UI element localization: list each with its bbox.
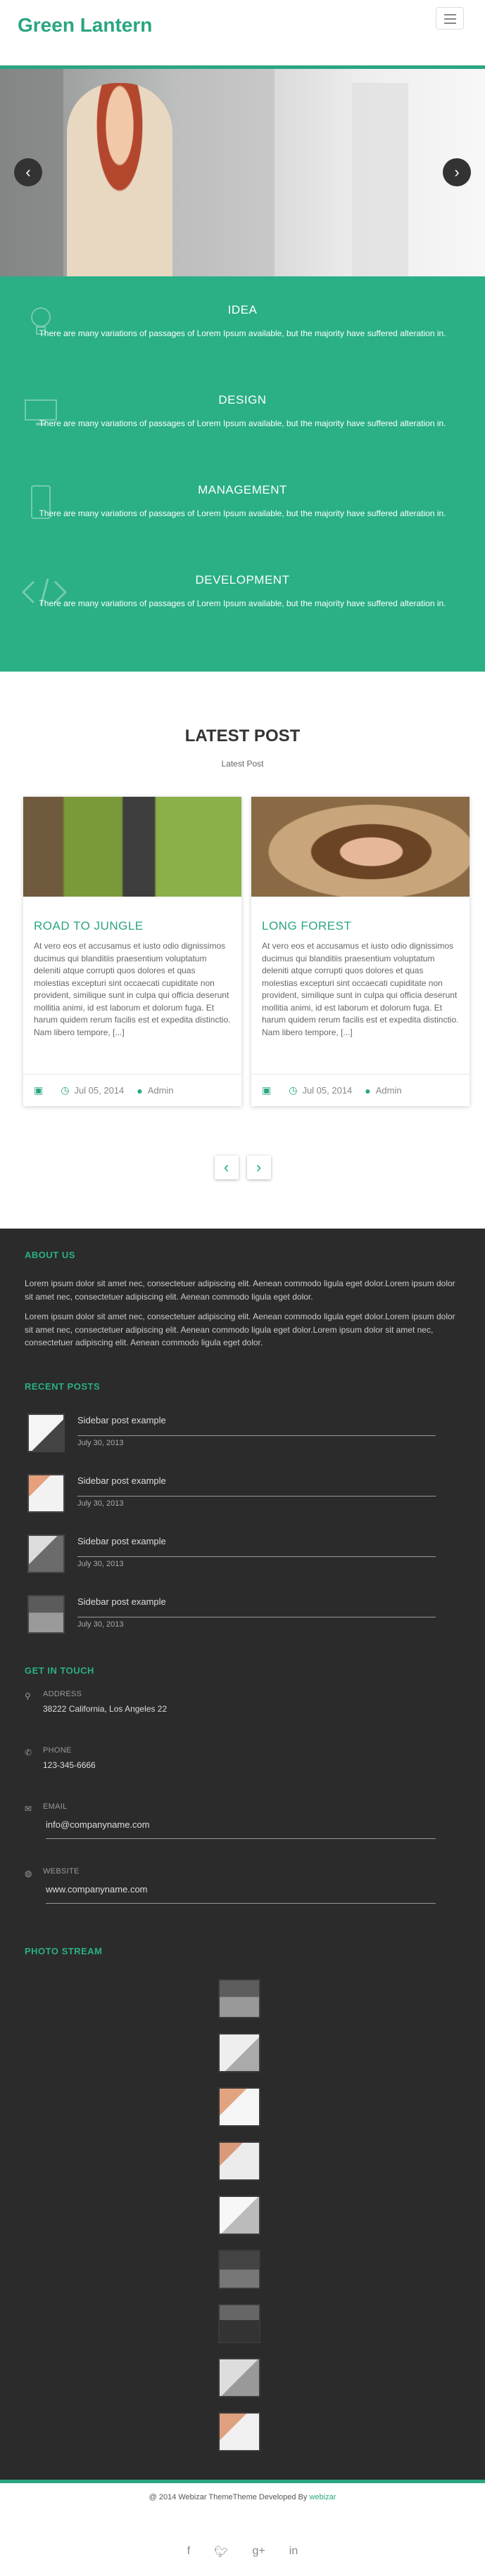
service-management — [0, 483, 485, 568]
post-card — [23, 797, 241, 1106]
about-text: Lorem ipsum dolor sit amet nec, consectetuer adipiscing elit. Aenean commodo ligula eget dolor.Lorem ipsum dolor sit amet nec, consectetuer adipiscing elit. Aenean commodo ligula eget dolor. — [25, 1279, 455, 1302]
contact-label: WEBSITE — [43, 1866, 80, 1876]
email-link[interactable]: info@companyname.com — [46, 1819, 436, 1839]
envelope-icon: ✉ — [25, 1803, 32, 1814]
contact-address — [25, 1690, 460, 1732]
clock-icon: ◷ — [289, 1084, 298, 1096]
recent-post-date: July 30, 2013 — [77, 1499, 124, 1508]
post-meta — [23, 1074, 241, 1106]
service-design — [0, 393, 485, 478]
section-title: LATEST POST — [184, 726, 301, 745]
monitor-icon — [23, 395, 58, 430]
recent-post-thumbnail[interactable] — [27, 1474, 65, 1513]
service-idea — [0, 303, 485, 387]
contact-email — [25, 1802, 460, 1853]
recent-post-item[interactable] — [25, 1530, 460, 1591]
service-title: DEVELOPMENT — [195, 573, 290, 587]
hero-image-person — [67, 83, 172, 276]
widget-title: GET IN TOUCH — [25, 1665, 94, 1676]
hamburger-icon-bar — [444, 14, 456, 15]
photo-stream-thumbnail[interactable] — [218, 2250, 260, 2289]
linkedin-icon[interactable]: in — [289, 2544, 298, 2557]
social-links — [0, 2545, 485, 2559]
twitter-icon[interactable]: 🐦︎ — [214, 2546, 229, 2558]
service-text: There are many variations of passages of Lorem Ipsum available, but the majority have suffered alteration in. — [39, 328, 446, 338]
post-title-link[interactable]: ROAD TO JUNGLE — [34, 919, 144, 933]
recent-post-date: July 30, 2013 — [77, 1438, 124, 1447]
photo-stream-widget — [25, 1946, 460, 2452]
chevron-right-icon[interactable]: › — [443, 158, 471, 186]
copyright-text: @ 2014 Webizar ThemeTheme Developed By — [149, 2492, 308, 2501]
post-image[interactable] — [23, 797, 241, 897]
hero-slider — [0, 69, 485, 276]
section-subtitle: Latest Post — [221, 759, 264, 769]
post-date: Jul 05, 2014 — [302, 1085, 353, 1096]
background-building — [352, 83, 408, 276]
map-marker-icon: ⚲ — [25, 1691, 31, 1701]
post-excerpt: At vero eos et accusamus et iusto odio dignissimos ducimus qui blanditiis praesentium voluptatum deleniti atque corrupti quos dolores et quas molestias excepturi sint occaecati cupiditate non provident, similique sunt in culpa qui officia deserunt mollitia animi, id est laborum et dolorum fuga. Et harum quidem rerum facilis est et expedita distinctio. Nam libero tempore, [...] — [34, 941, 231, 1037]
contact-label: ADDRESS — [43, 1689, 82, 1698]
widget-title: RECENT POSTS — [25, 1380, 101, 1392]
hamburger-icon-bar — [444, 23, 456, 24]
recent-post-item[interactable] — [25, 1591, 460, 1651]
contact-website — [25, 1867, 460, 1918]
site-logo[interactable]: Green Lantern — [18, 14, 153, 36]
background-building — [183, 69, 275, 276]
post-date: Jul 05, 2014 — [74, 1085, 125, 1096]
recent-post-date: July 30, 2013 — [77, 1559, 124, 1568]
hamburger-icon-bar — [444, 18, 456, 20]
chevron-left-icon[interactable]: ‹ — [215, 1155, 239, 1179]
website-link[interactable]: www.companyname.com — [46, 1884, 436, 1904]
developer-link[interactable]: webizar — [309, 2492, 336, 2501]
contact-value: 123-345-6666 — [43, 1760, 96, 1770]
recent-post-title[interactable]: Sidebar post example — [77, 1415, 436, 1436]
site-header — [0, 0, 485, 69]
post-title-link[interactable]: LONG FOREST — [262, 919, 352, 933]
recent-post-thumbnail[interactable] — [27, 1414, 65, 1452]
service-title: DESIGN — [218, 393, 267, 406]
chevron-left-icon[interactable]: ‹ — [14, 158, 42, 186]
post-author[interactable]: Admin — [147, 1085, 174, 1096]
post-image[interactable] — [251, 797, 470, 897]
recent-post-item[interactable] — [25, 1409, 460, 1470]
service-text: There are many variations of passages of Lorem Ipsum available, but the majority have suffered alteration in. — [39, 598, 446, 608]
photo-stream-thumbnail[interactable] — [218, 1979, 260, 2018]
user-icon: ● — [137, 1084, 143, 1096]
service-text: There are many variations of passages of Lorem Ipsum available, but the majority have suffered alteration in. — [39, 418, 446, 428]
photo-stream-list — [218, 1979, 260, 2452]
google-plus-icon[interactable]: g+ — [252, 2544, 265, 2557]
recent-post-title[interactable]: Sidebar post example — [77, 1475, 436, 1497]
site-footer-bottom — [0, 2480, 485, 2576]
user-icon: ● — [365, 1084, 371, 1096]
contact-label: EMAIL — [43, 1802, 68, 1811]
widget-title: PHOTO STREAM — [25, 1945, 103, 1956]
services-section — [0, 276, 485, 672]
photo-stream-thumbnail[interactable] — [218, 2141, 260, 2181]
service-text: There are many variations of passages of Lorem Ipsum available, but the majority have suffered alteration in. — [39, 508, 446, 518]
latest-post-section — [0, 672, 485, 1229]
recent-post-thumbnail[interactable] — [27, 1534, 65, 1573]
photo-stream-thumbnail[interactable] — [218, 2412, 260, 2452]
photo-stream-thumbnail[interactable] — [218, 2087, 260, 2127]
contact-phone — [25, 1746, 460, 1788]
footer-widgets — [0, 1229, 485, 2480]
globe-icon: ◍ — [25, 1868, 32, 1878]
post-meta — [251, 1074, 470, 1106]
service-title: MANAGEMENT — [198, 483, 287, 496]
post-card — [251, 797, 470, 1106]
photo-stream-thumbnail[interactable] — [218, 2033, 260, 2072]
chevron-right-icon[interactable]: › — [247, 1155, 271, 1179]
post-pager — [0, 1155, 485, 1179]
recent-post-date: July 30, 2013 — [77, 1620, 124, 1629]
about-text: Lorem ipsum dolor sit amet nec, consectetuer adipiscing elit. Aenean commodo ligula eget dolor.Lorem ipsum dolor sit amet nec, consectetuer adipiscing elit. Aenean commodo ligula eget dolor.Lorem ipsum dolor sit amet nec, consectetuer adipiscing elit. Aenean commodo ligula eget dolor. — [25, 1312, 455, 1347]
recent-post-title[interactable]: Sidebar post example — [77, 1596, 436, 1617]
menu-toggle-button[interactable] — [436, 7, 464, 30]
post-excerpt: At vero eos et accusamus et iusto odio dignissimos ducimus qui blanditiis praesentium voluptatum deleniti atque corrupti quos dolores et quas molestias excepturi sint occaecati cupiditate non provident, similique sunt in culpa qui officia deserunt mollitia animi, id est laborum et dolorum fuga. Et harum quidem rerum facilis est et expedita distinctio. Nam libero tempore, [...] — [262, 941, 459, 1037]
image-icon: ▣ — [262, 1084, 272, 1096]
recent-post-title[interactable]: Sidebar post example — [77, 1536, 436, 1557]
widget-title: ABOUT US — [25, 1250, 75, 1260]
copyright — [0, 2483, 485, 2501]
image-icon: ▣ — [34, 1084, 44, 1096]
phone-icon: ✆ — [25, 1747, 32, 1757]
code-icon — [20, 575, 69, 610]
post-author[interactable]: Admin — [375, 1085, 402, 1096]
post-list — [23, 797, 462, 1106]
recent-post-item[interactable] — [25, 1470, 460, 1530]
facebook-icon[interactable]: f — [187, 2544, 191, 2557]
contact-value: 38222 California, Los Angeles 22 — [43, 1703, 168, 1714]
recent-posts-widget — [25, 1381, 460, 1651]
recent-post-thumbnail[interactable] — [27, 1595, 65, 1634]
service-title: IDEA — [227, 303, 258, 316]
photo-stream-thumbnail[interactable] — [218, 2304, 260, 2343]
photo-stream-thumbnail[interactable] — [218, 2196, 260, 2235]
clock-icon: ◷ — [61, 1084, 70, 1096]
about-us-widget — [25, 1250, 460, 1350]
service-development — [0, 573, 485, 658]
contact-label: PHONE — [43, 1745, 72, 1755]
lightbulb-icon — [23, 305, 58, 340]
photo-stream-thumbnail[interactable] — [218, 2358, 260, 2397]
mobile-icon — [23, 485, 58, 520]
get-in-touch-widget — [25, 1665, 460, 1918]
